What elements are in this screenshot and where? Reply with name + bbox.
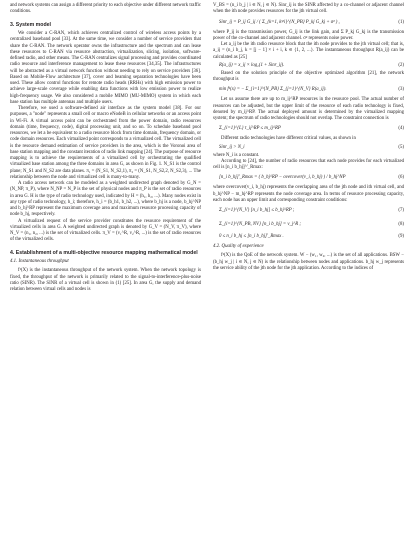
paragraph-overcover: where overcover(v_i, b_hj) represents the overlapping area of the jth node and ith virtual cell, and b_hj^NP − m_hj^RP represents the node coverage area. In terms of resource processing capacity, each node has an upper limit and corresponding constraint conditions: <box>213 185 404 203</box>
paragraph-throughput: f¹(X) is the instantaneous throughput of the network system. When the network topology is fixed, the throughput of the network is primarily related to the signal-to-interference-plus-noise ratio (SINR). The SINR of a virtual cell is shown in (1) [25]. In area G, the supply and demand relation between virtual cells and nodes is <box>10 268 201 293</box>
paragraph-objective: Based on the solution principle of the objective optimized algorithm [21], the network throughput is <box>213 70 404 82</box>
equation-5-number: (5) <box>398 144 404 150</box>
equation-3 <box>213 83 404 97</box>
equation-4 <box>213 122 404 136</box>
equation-1-number: (1) <box>398 19 404 25</box>
paragraph-vbs: V_BS = (n_i b_j | i ∈ N, j ∈ N). Sinr_ij is the SINR affected by a co-channel or adjacent channel when the ith node provides resources for the jth virtual cell. <box>213 3 404 15</box>
equation-1 <box>213 16 404 30</box>
subsection-4-1-heading: 4.1. Instantaneous throughput <box>10 259 69 264</box>
subsection-4-2-heading: 4.2. Quality of experience <box>213 244 264 249</box>
equation-6 <box>213 171 404 185</box>
paragraph-resource-pool: Let us assume there are up to m_ij^RP resources in the resource pool. The actual number of resources can be adjusted, but the upper limit of the resource of each radio technology is fixed, denoted by m_ij^RP. The actual deployed amount is determined by the virtualized mapping system; the spectrum of radio technologies should not overlap. The constraint connection is <box>213 97 404 121</box>
equation-2 <box>213 61 404 71</box>
equation-7-expression: Σ_{i=1}^{N_V} [n_i b_hj] ≤ b_hj^RP ; <box>219 208 295 213</box>
section-4-heading: 4. Establishment of a multi-objective resource mapping mathematical model <box>10 249 198 256</box>
equation-2-number: (2) <box>398 62 404 68</box>
equation-8 <box>213 218 404 232</box>
equation-9-expression: 0 ≤ n_i b_hj ≤ [n_i b_hj]'_Rmax . <box>219 234 284 239</box>
equation-3-number: (3) <box>398 87 404 93</box>
equation-4-expression: Σ_{i=1}^{L} τ_ij^RP ≤ m_ij^RP <box>219 126 281 132</box>
paragraph-eq1-where: where P_ij is the transmission power, G_ij is the link gain, and Σ P_kj G_kj is the transmission power of the co-channel and adjacent channel. σ² represents noise power. <box>213 29 404 41</box>
right-column <box>213 3 404 272</box>
paragraph-graph-model: A radio access network can be modeled as a weighted undirected graph denoted by G_N = (N_NP, π_P), where N_NP = N_P is the set of physical nodes and π_P is the set of radio resources in area G. H is the type of radio technology used, indicated by H = (h₁, h₂, ...). Many nodes exist in any type of radio technology, h_i; therefore, h_i = (b_h1, b_h2, ...), where b_hj is a node, b_hj^NP and b_hj^RP represent the maximum coverage area and maximum resource processing capacity of node b_hj, respectively. <box>10 181 201 218</box>
equation-4-number: (4) <box>398 126 404 132</box>
equation-8-expression: Σ_{i=1}^{N_PB, NV} [n_i b_hj] = v_j^R ; <box>219 222 301 227</box>
paragraph-rate: Let a_ij be the ith radio resource block that the ith node provides to the jth virtual cell; that is, a_ij = (n_i b_j, k = [j − 1] × i + i, k ∈ {1, 2, ...}. The instantaneous throughput R(a_ij) can be calculated as [25] <box>213 42 404 60</box>
equation-1-expression: Sinr_ij = P_ij G_ij / ( Σ_{k=1, k≠i}^{N_PB} P_kj G_kj + σ² ) , <box>219 19 340 25</box>
paragraph-virtualized-request: A virtualized request of the service provider constitutes the resource requirement of the virtualized cells in area G. A weighted undirected graph is denoted by G_V = (N_V, π_V), where N_V = (n₁, n₂, ...) is the set of virtualized cells. π_V = (v₁^R, v₂^R, ...) is the set of radio resources of the virtualized cells. <box>10 218 201 243</box>
equation-6-expression: [n_i b_hj]'_Rmax = ( b_hj^RP − overcover(v_i, b_hj) ) / b_hj^NP <box>219 175 346 181</box>
intro-text: and network systems can assign a different priority to each objective under different network traffic conditions. <box>10 3 202 15</box>
equation-5-expression: Sinr_ij > N_i <box>219 144 245 150</box>
paragraph-system-model: Therefore, we used a software-defined air interface as the system model [38]. For our purposes, a "node" represents a small cell or macro eNodeB in cellular networks or an access point in Wi-Fi. A virtual access point can be orchestrated from the power domain, radio resources domain (time, frequency, code), digital processing unit, and so on. To schedule baseband pool resources, we let a be equivalent to a radio resource block from time domain, frequency domain, or code domain resources. Each virtualized point corresponds to a virtualized cell. The virtualized cell is the resource demand estimation of service providers in the area, which is the Voronoi area of base station mapping and the constant iteration of radio link mapping [24]. The purpose of resource mapping is to achieve the requirements of a virtualized cell by orchestrating the qualified virtualized base station among the three domains in area G, as shown in Fig. 1. N_S1 is the control plane; N_S1 and N_S2 are data planes. π₁ = (N_S1, N_S2,1), π₂ = (N_S1, N_S2,2, N_S2,3), ... The relationship between the node and virtualized cell is many-to-many. <box>10 106 201 180</box>
paragraph-ni-constant: where N_i is a constant. <box>213 152 260 158</box>
equation-5 <box>213 143 404 153</box>
left-column <box>10 3 201 293</box>
paragraph-qoe: f²(X) is the QoE of the network system. W − (w₁, w₂, ...) is the set of all applications. BSW − (b_hj w_j | i ∈ N, j ∈ N) is the relationship between nodes and applications. b_hj w_j represents the service ability of the jth node for the jth application. According to the indices of <box>213 253 404 271</box>
paragraph-according: According to [24], the number of radio resources that each node provides for each virtualized cell is [n_i b_hj]^'_Rmax: <box>213 158 404 170</box>
equation-3-expression: min f¹(x) = − Σ_{i=1}^{N_PB} Σ_{j=1}^{N_V} R(a_ij). <box>219 87 327 93</box>
equation-7-number: (7) <box>398 208 404 213</box>
equation-7 <box>213 204 404 218</box>
paragraph-c-ran: We consider a C-RAN, which achieves centralized control of wireless access points by a centralized baseband pool [33]. At the same time, we consider a number of service providers that share the C-RAN. The network operator owns the infrastructure and the spectrum and can lease these resources to C-RAN via resource abstraction, virtualization, slicing, isolation, software-defined radio, and other means. The C-RAN centralizes signal processing and provides coordinated radio resource and interference management to lease these resources [34,35]. The infrastructures will be abstracted as a virtual network function without needing to rely on service providers [36]. Based on Mobile-Flow architecture [37], cover and beaming separation technologies have been used. These allow control functions for remote radio heads (RRHs) with high emission power to achieve large-scale coverage while enabling data functions with low emission power to realize high-frequency usage. We also considered a mobile MIMO (MU-MIMO) system in which each base station has multiple antennas and multiple users. <box>10 31 201 105</box>
equation-9-number: (9) <box>398 234 404 239</box>
equation-8-number: (8) <box>398 222 404 227</box>
equation-9 <box>213 232 404 242</box>
paragraph-critical-values: Different radio technologies have different critical values, as shown in <box>221 136 356 142</box>
equation-2-expression: R(a_ij) = x_ij × log₂(1 + Sinr_ij). <box>219 62 285 68</box>
section-3-heading: 3. System model <box>10 21 51 28</box>
equation-6-number: (6) <box>398 175 404 181</box>
